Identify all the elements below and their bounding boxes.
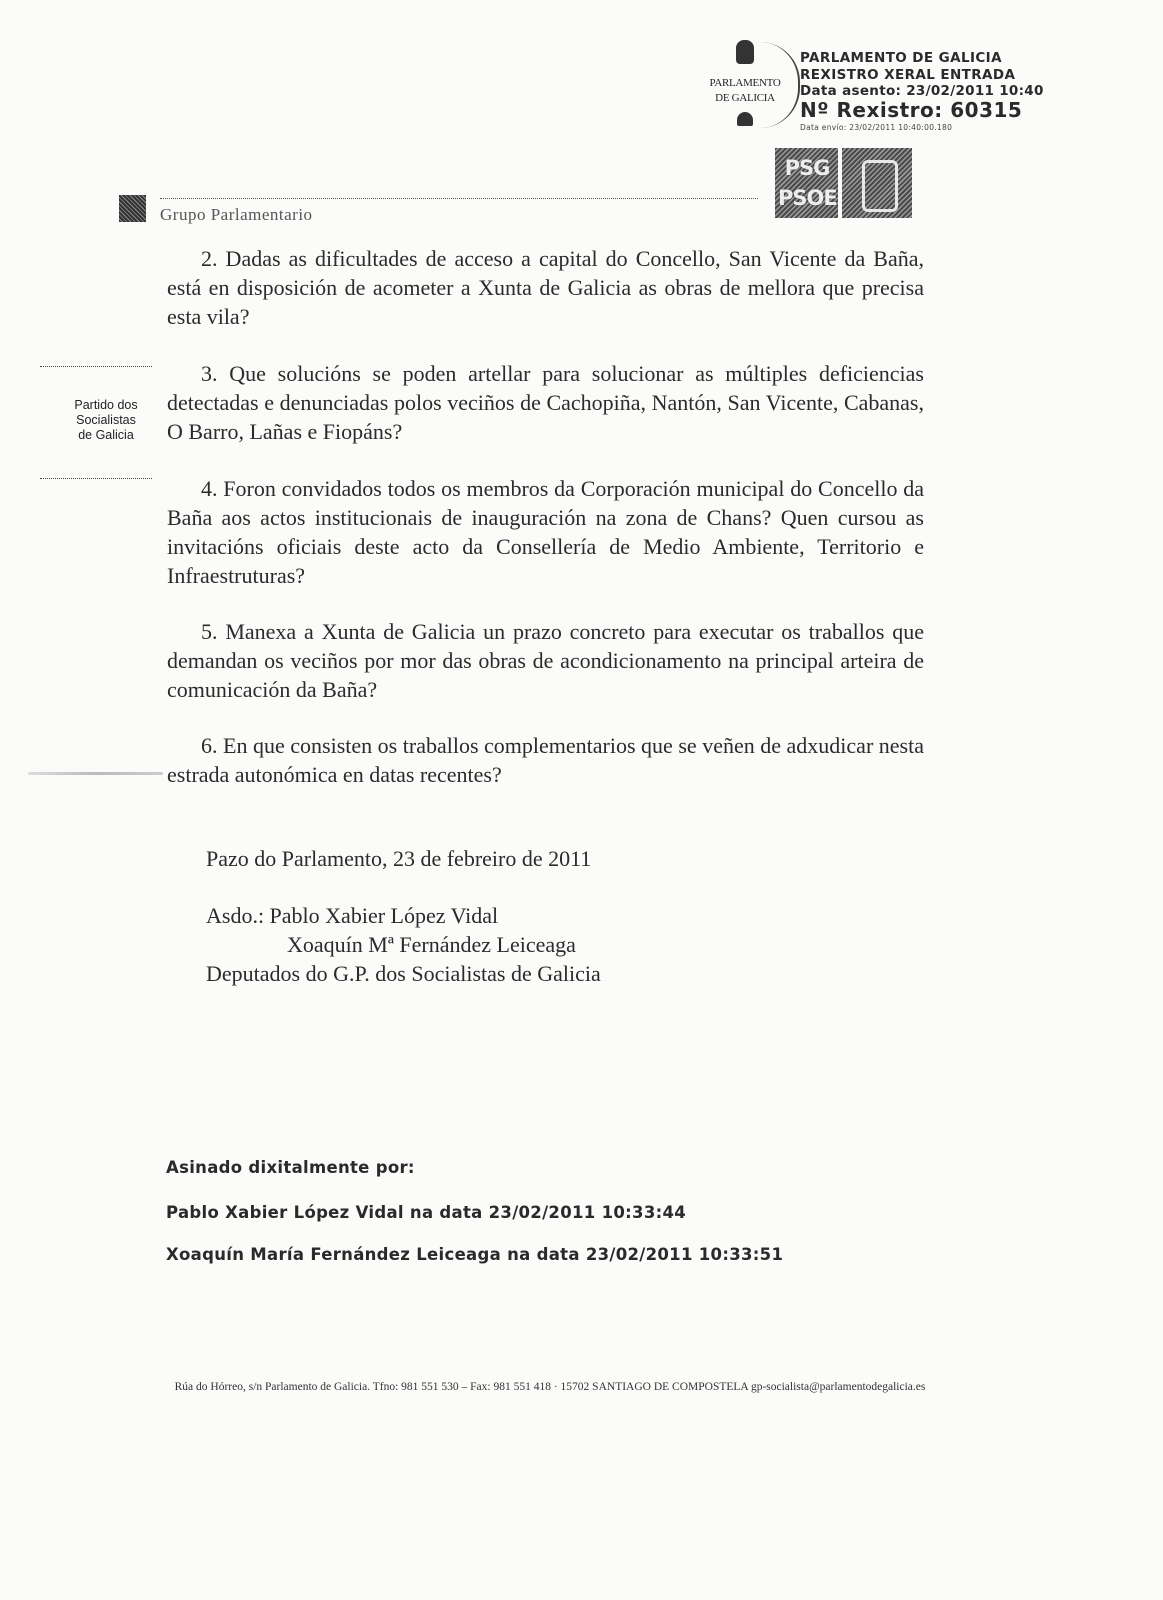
scan-smudge <box>28 772 163 775</box>
seal-text-line-1: PARLAMENTO <box>709 77 781 89</box>
seal-text-line-2: DE GALICIA <box>715 92 775 104</box>
scallop-shell-icon <box>737 112 753 126</box>
stamp-registry-number: Nº Rexistro: 60315 <box>800 98 1023 122</box>
fist-rose-icon <box>862 160 898 212</box>
digital-signature-1: Pablo Xabier López Vidal na data 23/02/2011 10:33:44 <box>166 1203 687 1222</box>
question-6: 6. En que consisten os traballos complementarios que se veñen de adxudicar nesta estrada autonómica en datas recentes? <box>167 733 924 787</box>
logo-text-psg: PSG <box>784 156 830 180</box>
question-3: 3. Que solucións se poden artellar para solucionar as múltiples deficiencias detectadas e denunciadas polos veciños de Cachopiña, Nantón, San Vicente, Cabanas, O Barro, Lañas e Fiopáns? <box>167 361 924 444</box>
footer-address: Rúa do Hórreo, s/n Parlamento de Galicia. Tfno: 981 551 530 – Fax: 981 551 418 · 15702 SANTIAGO DE COMPOSTELA gp-socialista@parlamentodegalicia.es <box>174 1381 926 1393</box>
parliament-seal <box>708 40 782 135</box>
party-label-line-1: Partido dos <box>74 398 138 412</box>
header-divider <box>160 198 758 199</box>
signed-by: Asdo.: Pablo Xabier López Vidal <box>206 903 499 928</box>
stamp-registry: REXISTRO XERAL ENTRADA <box>800 67 1016 83</box>
margin-divider-bottom <box>40 478 152 479</box>
question-5: 5. Manexa a Xunta de Galicia un prazo concreto para executar os traballos que demandan os veciños por mor das obras de acondicionamento na principal arteira de comunicación da Baña? <box>167 619 924 702</box>
party-label-line-3: de Galicia <box>78 428 134 442</box>
digital-signature-title: Asinado dixitalmente por: <box>166 1158 415 1177</box>
deputies-line: Deputados do G.P. dos Socialistas de Galicia <box>206 961 601 986</box>
margin-divider-top <box>40 366 152 367</box>
logo-text-psoe: PSOE <box>778 186 837 210</box>
digital-signature-2: Xoaquín María Fernández Leiceaga na data 23/02/2011 10:33:51 <box>166 1245 784 1264</box>
question-2: 2. Dadas as dificultades de acceso a capital do Concello, San Vicente da Baña, está en disposición de acometer a Xunta de Galicia as obras de mellora que precisa esta vila? <box>167 246 924 329</box>
crown-icon <box>736 40 754 64</box>
header-square-icon <box>119 195 146 222</box>
stamp-send-date: Data envío: 23/02/2011 10:40:00.180 <box>800 123 953 132</box>
signer-2: Xoaquín Mª Fernández Leiceaga <box>287 932 576 957</box>
question-4: 4. Foron convidados todos os membros da Corporación municipal do Concello da Baña aos actos institucionais de inauguración na zona de Chans? Quen cursou as invitacións oficiais deste acto da Consellería de Medio Ambiente, Territorio e Infraestruturas? <box>167 476 924 588</box>
seal-border <box>760 42 800 128</box>
party-label <box>60 398 152 443</box>
fist-rose-logo <box>842 148 912 218</box>
party-label-line-2: Socialistas <box>76 413 136 427</box>
place-date: Pazo do Parlamento, 23 de febreiro de 2011 <box>206 846 592 871</box>
group-label: Grupo Parlamentario <box>160 205 313 224</box>
psg-psoe-logo <box>775 148 838 218</box>
stamp-parliament: PARLAMENTO DE GALICIA <box>800 50 1002 66</box>
stamp-entry-date: Data asento: 23/02/2011 10:40 <box>800 83 1044 99</box>
